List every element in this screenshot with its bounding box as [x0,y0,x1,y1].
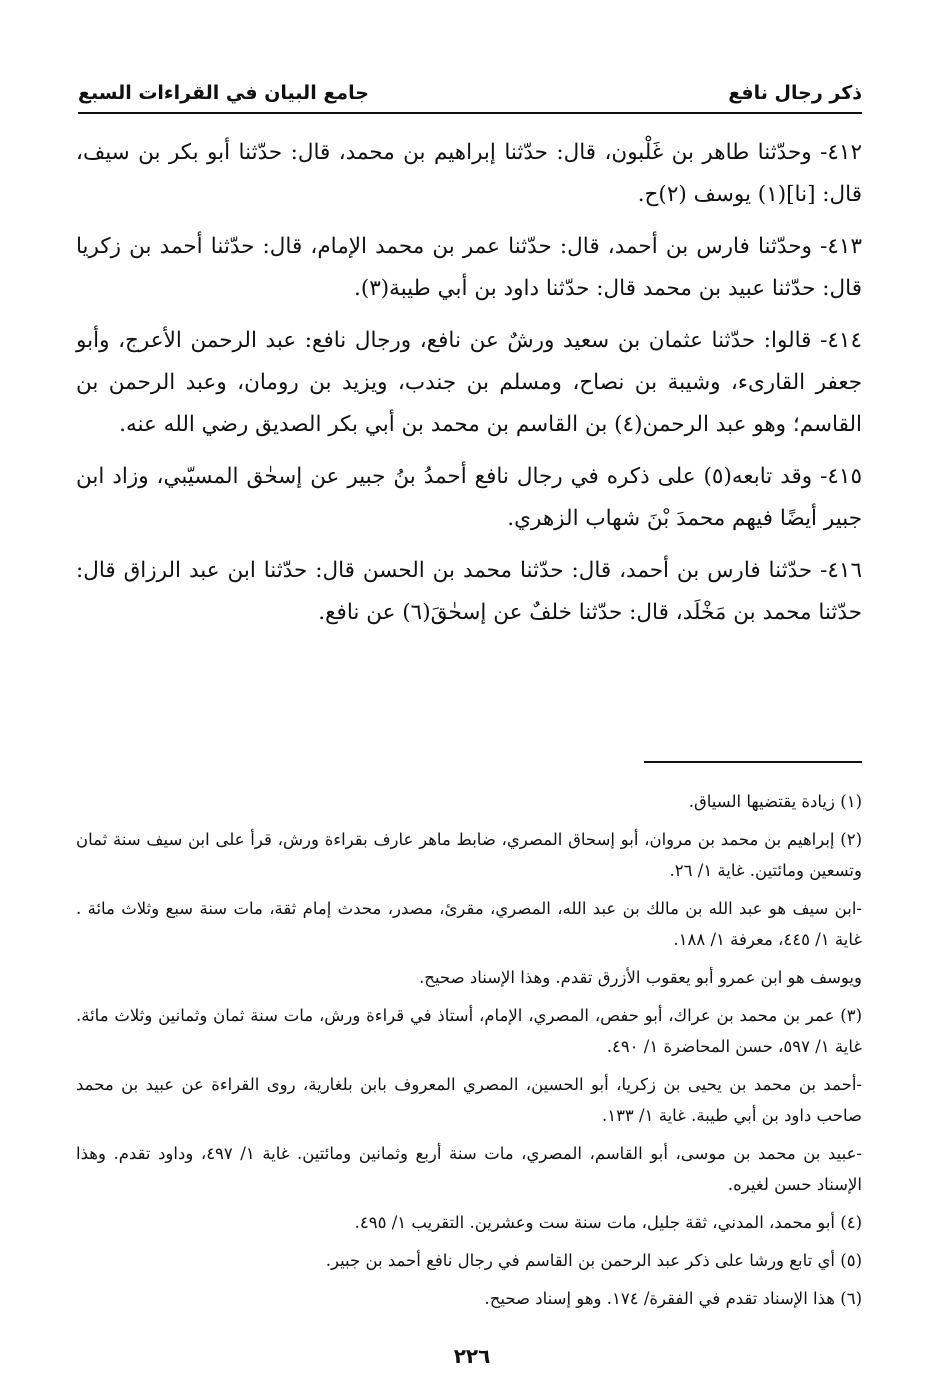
footnote-4: (٤) أبو محمد، المدني، ثقة جليل، مات سنة ست وعشرين. التقريب ١/ ٤٩٥. [354,1213,862,1232]
footnote-6: (٦) هذا الإسناد تقدم في الفقرة/ ١٧٤. وهو إسناد صحيح. [484,1289,862,1308]
page-number: ٢٢٦ [453,1344,491,1368]
chapter-title: ذكر رجال نافع [728,82,862,104]
paragraph-416: ٤١٦- حدّثنا فارس بن أحمد، قال: حدّثنا محمد بن الحسن قال: حدّثنا ابن عبد الرزاق قال: حدّثنا محمد بن مَخْلَد، قال: حدّثنا خلفٌ عن إسحٰقَ(٦) عن نافع. [76,558,862,625]
footnote-2-ibn-sayf: -ابن سيف هو عبد الله بن مالك بن عبد الله، المصري، مقرئ، مصدر، محدث إمام ثقة، مات سنة سبع وثلاث مائة . غاية ١/ ٤٤٥، معرفة ١/ ١٨٨. [76,899,862,949]
footnote-3-ahmad: -أحمد بن محمد بن يحيى بن زكريا، أبو الحسين، المصري المعروف بابن بلغارية، روى القراءة عن عبيد بن محمد صاحب داود بن أبي طيبة. غاية ١/ ١٣٣. [76,1075,862,1125]
footnote-1: (١) زيادة يقتضيها السياق. [688,792,862,811]
paragraph-415: ٤١٥- وقد تابعه(٥) على ذكره في رجال نافع أحمدُ بنُ جبير عن إسحٰق المسيّبي، وزاد ابن جبير أيضًا فيهم محمدَ بْنَ شهاب الزهري. [76,464,863,531]
footnote-3-ubayd: -عبيد بن محمد بن موسى، أبو القاسم، المصري، مات سنة أربع وثمانين ومائتين. غاية ١/ ٤٩٧، وداود تقدم. وهذا الإسناد حسن لغيره. [76,1144,862,1194]
paragraph-414: ٤١٤- قالوا: حدّثنا عثمان بن سعيد ورشٌ عن نافع، ورجال نافع: عبد الرحمن الأعرج، وأبو جعفر القارىء، وشيبة بن نصاح، ومسلم بن جندب، ويزيد بن رومان، وعبد الرحمن بن القاسم؛ وهو عبد الرحمن(٤) بن القاسم بن محمد بن أبي بكر الصديق رضي الله عنه. [76,328,862,437]
paragraph-412: ٤١٢- وحدّثنا طاهر بن غَلْبون، قال: حدّثنا إبراهيم بن محمد، قال: حدّثنا أبو بكر بن سيف، قال: [نا](١) يوسف (٢)ح. [76,140,862,207]
paragraph-413: ٤١٣- وحدّثنا فارس بن أحمد، قال: حدّثنا عمر بن محمد الإمام، قال: حدّثنا أحمد بن زكريا قال: حدّثنا عبيد بن محمد قال: حدّثنا داود بن أبي طيبة(٣). [76,234,862,301]
running-header [78,82,862,114]
footnote-divider [644,761,862,763]
footnote-3: (٣) عمر بن محمد بن عراك، أبو حفص، المصري، الإمام، أستاذ في قراءة ورش، مات سنة ثمان وثمانين وثلاث مائة. غاية ١/ ٥٩٧، حسن المحاضرة ١/ ٤٩٠. [76,1006,862,1056]
footnotes [76,786,862,1321]
footnote-2-yusuf: ويوسف هو ابن عمرو أبو يعقوب الأزرق تقدم. وهذا الإسناد صحيح. [419,968,862,987]
main-text [76,132,862,644]
footnote-2: (٢) إبراهيم بن محمد بن مروان، أبو إسحاق المصري، ضابط ماهر عارف بقراءة ورش، قرأ على ابن سيف سنة ثمان وتسعين ومائتين. غاية ١/ ٢٦. [76,830,862,880]
footnote-5: (٥) أي تابع ورشا على ذكر عبد الرحمن بن القاسم في رجال نافع أحمد بن جبير. [325,1251,862,1270]
book-title: جامع البيان في القراءات السبع [78,82,369,104]
